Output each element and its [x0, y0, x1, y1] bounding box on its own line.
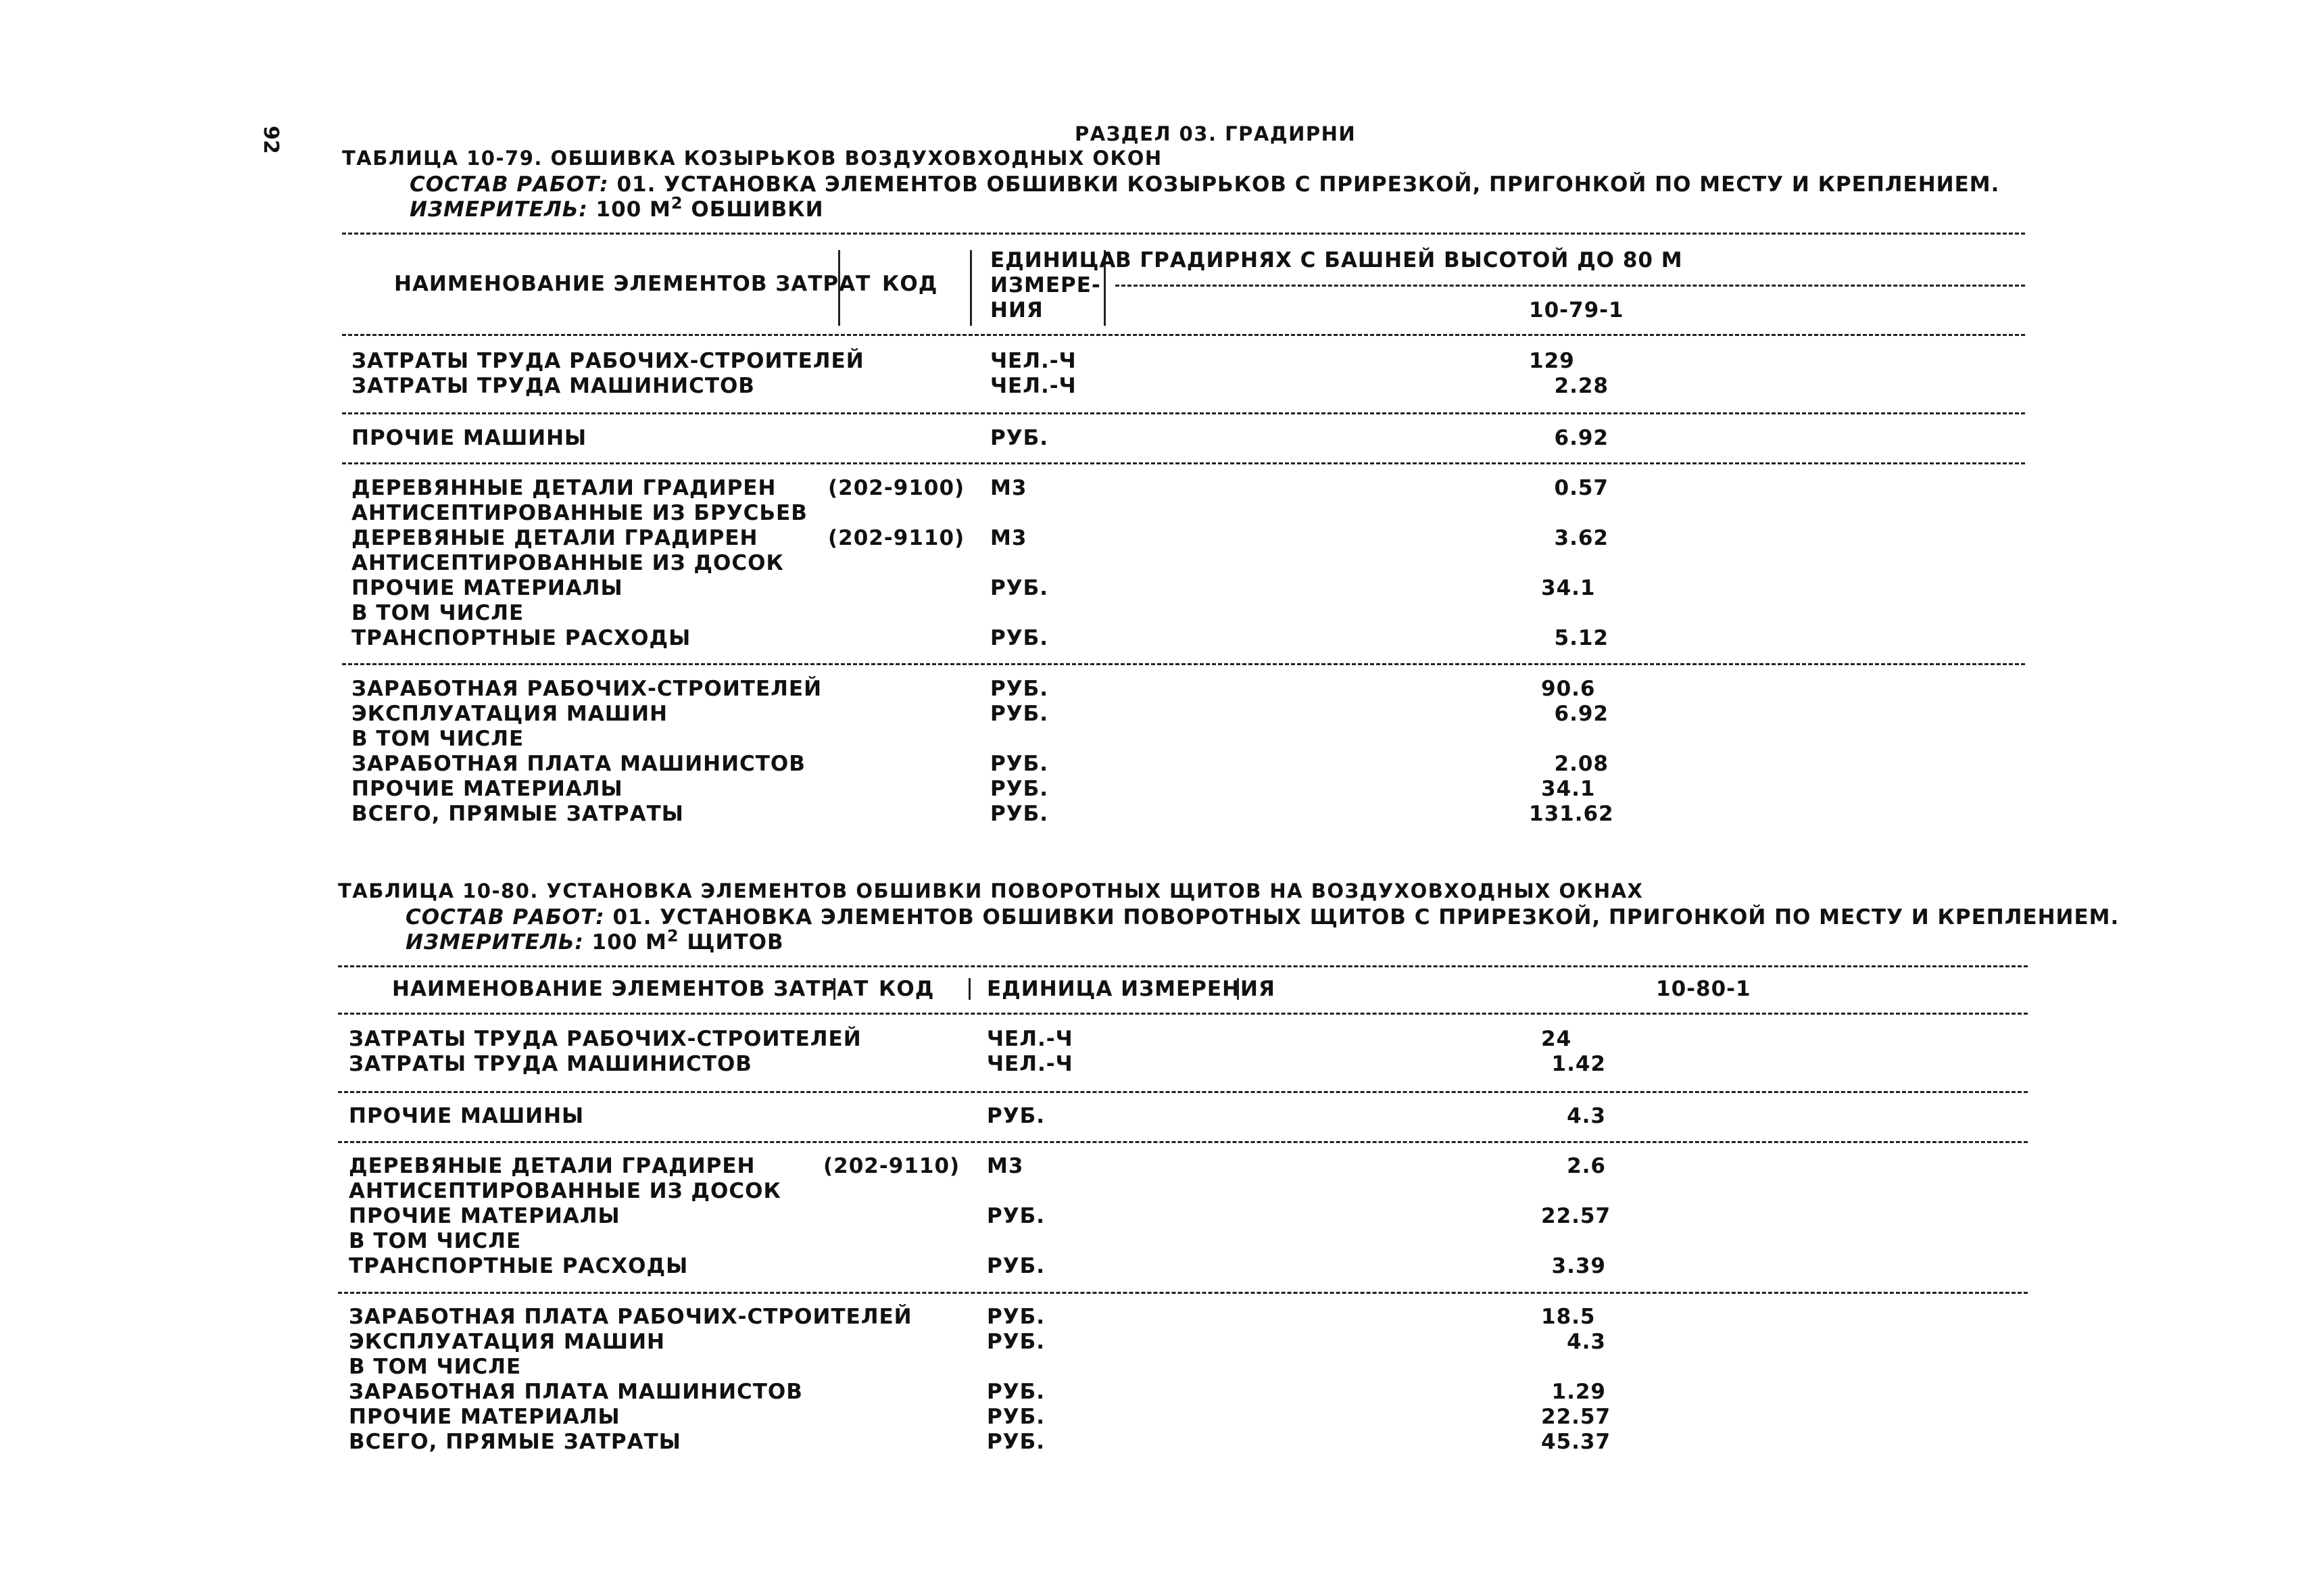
row-code: (202-9100) — [828, 476, 965, 500]
row-value: 0.57 — [1554, 476, 1609, 500]
row-unit: РУБ. — [990, 702, 1049, 726]
row-unit: РУБ. — [987, 1204, 1046, 1228]
section-title: РАЗДЕЛ 03. ГРАДИРНИ — [1075, 122, 1357, 145]
row-name: ЗАТРАТЫ ТРУДА МАШИНИСТОВ — [351, 374, 755, 398]
table1-meter — [410, 193, 824, 222]
row-value: 6.92 — [1554, 426, 1609, 450]
table1-header-group-rule — [1115, 285, 2025, 287]
row-name: В ТОМ ЧИСЛЕ — [351, 727, 525, 751]
row-value: 2.28 — [1554, 374, 1609, 398]
table2-title: ТАБЛИЦА 10-80. УСТАНОВКА ЭЛЕМЕНТОВ ОБШИВКИ ПОВОРОТНЫХ ЩИТОВ НА ВОЗДУХОВХОДНЫХ ОКНАХ — [338, 879, 1644, 902]
row-name: АНТИСЕПТИРОВАННЫЕ ИЗ БРУСЬЕВ — [351, 501, 808, 525]
row-value: 6.92 — [1554, 702, 1609, 726]
row-unit: ЧЕЛ.-Ч — [987, 1027, 1073, 1051]
table1-meter-sup: 2 — [671, 193, 683, 213]
row-name: ДЕРЕВЯНЫЕ ДЕТАЛИ ГРАДИРЕН — [351, 526, 758, 550]
row-value: 1.42 — [1551, 1052, 1606, 1076]
table2-work — [406, 905, 2119, 929]
row-unit: РУБ. — [990, 777, 1049, 801]
table2-header-code: КОД — [879, 977, 935, 1001]
row-name: ЗАТРАТЫ ТРУДА РАБОЧИХ-СТРОИТЕЛЕЙ — [351, 349, 864, 373]
table2-header-name: НАИМЕНОВАНИЕ ЭЛЕМЕНТОВ ЗАТРАТ — [392, 977, 869, 1001]
row-code: (202-9110) — [828, 526, 965, 550]
table2-meter-label: ИЗМЕРИТЕЛЬ: — [406, 930, 584, 954]
row-value: 22.57 — [1541, 1204, 1611, 1228]
table2-work-text: 01. УСТАНОВКА ЭЛЕМЕНТОВ ОБШИВКИ ПОВОРОТНЫХ ЩИТОВ С ПРИРЕЗКОЙ, ПРИГОНКОЙ ПО МЕСТУ И КРЕПЛЕНИЕМ. — [604, 905, 2120, 929]
table1-work-text: 01. УСТАНОВКА ЭЛЕМЕНТОВ ОБШИВКИ КОЗЫРЬКОВ С ПРИРЕЗКОЙ, ПРИГОНКОЙ ПО МЕСТУ И КРЕПЛЕНИЕМ. — [608, 172, 2000, 197]
page-number: 92 — [259, 126, 283, 154]
row-value: 4.3 — [1567, 1104, 1606, 1128]
table2-meter-value: 100 М — [583, 930, 667, 954]
table2-rule-a — [338, 1091, 2028, 1093]
table2-rule-header — [338, 1013, 2028, 1015]
row-value: 22.57 — [1541, 1405, 1611, 1429]
row-unit: РУБ. — [990, 677, 1049, 701]
row-value: 4.3 — [1567, 1330, 1606, 1354]
row-name: ПРОЧИЕ МАШИНЫ — [349, 1104, 585, 1128]
row-unit: РУБ. — [987, 1405, 1046, 1429]
table2-header-col: 10-80-1 — [1656, 977, 1751, 1001]
row-name: ВСЕГО, ПРЯМЫЕ ЗАТРАТЫ — [349, 1430, 681, 1454]
row-name: ЭКСПЛУАТАЦИЯ МАШИН — [351, 702, 668, 726]
row-name: ПРОЧИЕ МАТЕРИАЛЫ — [349, 1204, 620, 1228]
row-value: 18.5 — [1541, 1305, 1596, 1329]
table1-work-label: СОСТАВ РАБОТ: — [410, 172, 609, 197]
table1-meter-unit: ОБШИВКИ — [683, 197, 824, 222]
row-unit: РУБ. — [987, 1380, 1046, 1404]
table2-header-sep-2 — [969, 978, 971, 1000]
table2-meter — [406, 926, 784, 954]
row-value: 2.6 — [1567, 1154, 1606, 1178]
row-unit: РУБ. — [990, 426, 1049, 450]
row-value: 3.39 — [1551, 1254, 1606, 1278]
table1-rule-header — [342, 334, 2025, 336]
table1-rule-a — [342, 412, 2025, 414]
row-unit: М3 — [987, 1154, 1024, 1178]
row-name: ПРОЧИЕ МАШИНЫ — [351, 426, 587, 450]
table2-rule-b — [338, 1141, 2028, 1143]
row-name: В ТОМ ЧИСЛЕ — [351, 601, 525, 625]
table2-meter-sup: 2 — [666, 926, 679, 946]
row-value: 5.12 — [1554, 626, 1609, 650]
row-value: 34.1 — [1541, 777, 1596, 801]
row-unit: ЧЕЛ.-Ч — [990, 349, 1077, 373]
table1-header-group: В ГРАДИРНЯХ С БАШНЕЙ ВЫСОТОЙ ДО 80 М — [1115, 248, 1683, 272]
row-value: 129 — [1529, 349, 1575, 373]
table2-work-label: СОСТАВ РАБОТ: — [406, 905, 605, 929]
row-unit: РУБ. — [990, 626, 1049, 650]
row-name: ПРОЧИЕ МАТЕРИАЛЫ — [351, 777, 623, 801]
row-name: ЗАРАБОТНАЯ ПЛАТА РАБОЧИХ-СТРОИТЕЛЕЙ — [349, 1305, 912, 1329]
row-value: 1.29 — [1551, 1380, 1606, 1404]
table2-header-sep-1 — [833, 978, 835, 1000]
row-name: ТРАНСПОРТНЫЕ РАСХОДЫ — [349, 1254, 689, 1278]
row-code: (202-9110) — [823, 1154, 960, 1178]
table1-header-unit-1: ЕДИНИЦА — [990, 248, 1117, 272]
row-unit: РУБ. — [990, 576, 1049, 600]
table1-header-sep-2 — [970, 250, 972, 326]
row-value: 131.62 — [1529, 802, 1614, 826]
row-value: 2.08 — [1554, 752, 1609, 776]
table2-rule-c — [338, 1292, 2028, 1294]
row-name: ВСЕГО, ПРЯМЫЕ ЗАТРАТЫ — [351, 802, 684, 826]
row-name: В ТОМ ЧИСЛЕ — [349, 1229, 522, 1253]
row-value: 24 — [1541, 1027, 1572, 1051]
table1-work — [410, 172, 1999, 197]
table1-header-col: 10-79-1 — [1529, 298, 1624, 322]
row-unit: РУБ. — [990, 752, 1049, 776]
row-name: ЭКСПЛУАТАЦИЯ МАШИН — [349, 1330, 665, 1354]
table2-header-unit: ЕДИНИЦА ИЗМЕРЕНИЯ — [987, 977, 1275, 1001]
row-name: ПРОЧИЕ МАТЕРИАЛЫ — [349, 1405, 620, 1429]
row-value: 3.62 — [1554, 526, 1609, 550]
table1-header-unit-3: НИЯ — [990, 298, 1044, 322]
row-unit: ЧЕЛ.-Ч — [987, 1052, 1073, 1076]
row-name: ПРОЧИЕ МАТЕРИАЛЫ — [351, 576, 623, 600]
row-unit: РУБ. — [990, 802, 1049, 826]
row-unit: РУБ. — [987, 1305, 1046, 1329]
row-unit: РУБ. — [987, 1104, 1046, 1128]
table1-meter-value: 100 М — [587, 197, 671, 222]
row-value: 45.37 — [1541, 1430, 1611, 1454]
row-name: ЗАРАБОТНАЯ РАБОЧИХ-СТРОИТЕЛЕЙ — [351, 677, 823, 701]
table2-meter-unit: ЩИТОВ — [679, 930, 784, 954]
table1-header-name: НАИМЕНОВАНИЕ ЭЛЕМЕНТОВ ЗАТРАТ — [394, 272, 871, 296]
row-name: ДЕРЕВЯНЫЕ ДЕТАЛИ ГРАДИРЕН — [349, 1154, 756, 1178]
row-name: ДЕРЕВЯННЫЕ ДЕТАЛИ ГРАДИРЕН — [351, 476, 777, 500]
table1-rule-top — [342, 233, 2025, 235]
table1-meter-label: ИЗМЕРИТЕЛЬ: — [410, 197, 588, 222]
row-name: ЗАРАБОТНАЯ ПЛАТА МАШИНИСТОВ — [351, 752, 806, 776]
table2-rule-top — [338, 965, 2028, 967]
row-name: АНТИСЕПТИРОВАННЫЕ ИЗ ДОСОК — [349, 1179, 781, 1203]
row-name: АНТИСЕПТИРОВАННЫЕ ИЗ ДОСОК — [351, 551, 784, 575]
table1-rule-c — [342, 663, 2025, 665]
table2-header-sep-3 — [1237, 978, 1239, 1000]
row-unit: М3 — [990, 526, 1027, 550]
row-unit: РУБ. — [987, 1330, 1046, 1354]
table1-title: ТАБЛИЦА 10-79. ОБШИВКА КОЗЫРЬКОВ ВОЗДУХОВХОДНЫХ ОКОН — [342, 147, 1163, 170]
table1-rule-b — [342, 462, 2025, 464]
row-name: ЗАРАБОТНАЯ ПЛАТА МАШИНИСТОВ — [349, 1380, 803, 1404]
table1-header-code: КОД — [882, 272, 938, 296]
row-name: В ТОМ ЧИСЛЕ — [349, 1355, 522, 1379]
row-unit: РУБ. — [987, 1254, 1046, 1278]
row-name: ЗАТРАТЫ ТРУДА РАБОЧИХ-СТРОИТЕЛЕЙ — [349, 1027, 862, 1051]
row-value: 90.6 — [1541, 677, 1596, 701]
row-unit: М3 — [990, 476, 1027, 500]
row-name: ТРАНСПОРТНЫЕ РАСХОДЫ — [351, 626, 691, 650]
row-name: ЗАТРАТЫ ТРУДА МАШИНИСТОВ — [349, 1052, 752, 1076]
row-unit: ЧЕЛ.-Ч — [990, 374, 1077, 398]
row-value: 34.1 — [1541, 576, 1596, 600]
row-unit: РУБ. — [987, 1430, 1046, 1454]
table1-header-unit-2: ИЗМЕРЕ- — [990, 273, 1101, 297]
